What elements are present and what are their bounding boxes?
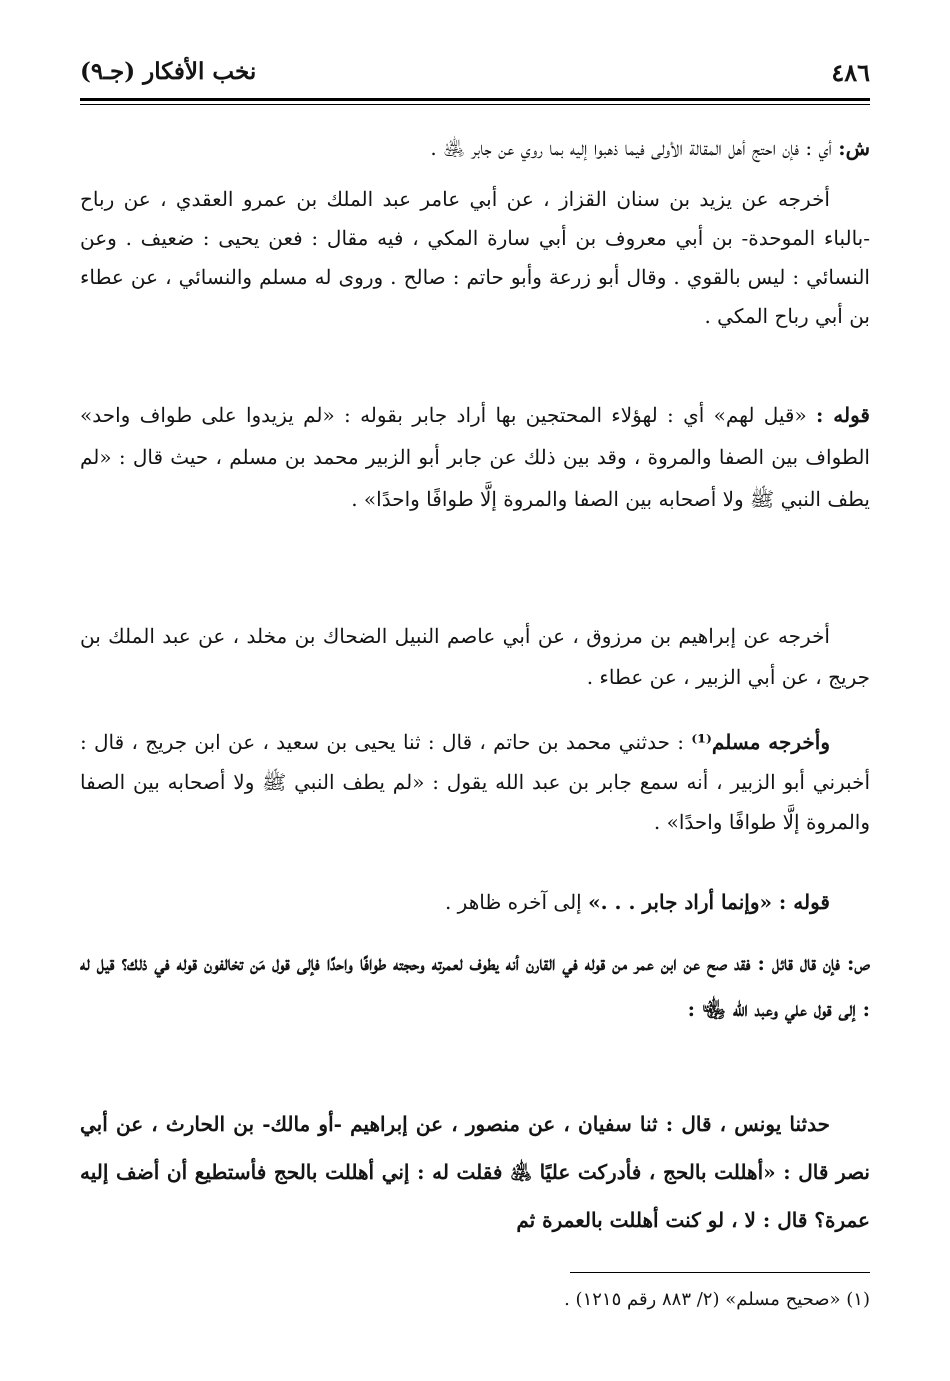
- paragraph-7: [80, 940, 870, 1032]
- paragraph-1: [80, 128, 870, 168]
- paragraph-text: ص: فإن قال قائل : فقد صح عن ابن عمر من قوله في القارن أنه يطوف لعمرته وحجته طوافًا واحدًا فإلى قول مَن تخالفون قوله في ذلك؟ قيل له : إلى قول علي وعبد الله ﵄ :: [80, 951, 870, 1021]
- paragraph-text: : حدثني محمد بن حاتم ، قال : ثنا يحيى بن سعيد ، عن ابن جريج ، قال : أخبرني أبو الزبير ، أنه سمع جابر بن عبد الله يقول : «لم يطف النبي ﷺ ولا أصحابه بين الصفا والمروة إلَّا طوافًا واحدًا» .: [80, 730, 870, 834]
- page-header: [80, 56, 870, 96]
- paragraph-3: [80, 394, 870, 520]
- header-rule-thin: [80, 104, 870, 105]
- paragraph-2: [80, 180, 870, 336]
- paragraph-text: إلى آخره ظاهر .: [444, 890, 589, 914]
- paragraph-text: حدثنا يونس ، قال : ثنا سفيان ، عن منصور ، عن إبراهيم -أو مالك- بن الحارث ، عن أبي نصر قال : «أهللت بالحج ، فأدركت عليًا ﵁ فقلت له : إني أهللت بالحج فأستطيع أن أضف إليه عمرة؟ قال : لا ، لو كنت أهللت بالعمرة ثم: [80, 1112, 870, 1232]
- paragraph-text: أخرجه عن يزيد بن سنان القزاز ، عن أبي عامر عبد الملك بن عمرو العقدي ، عن رباح -بالباء الموحدة- بن أبي معروف بن أبي سارة المكي ، فيه مقال : فعن يحيى : ضعيف . وعن النسائي : ليس بالقوي . وقال أبو زرعة وأبو حاتم : صالح . وروى له مسلم والنسائي ، عن عطاء بن أبي رباح المكي .: [80, 187, 870, 328]
- paragraph-8: [80, 1100, 870, 1244]
- paragraph-lead: وأخرجه مسلم⁽¹⁾: [691, 730, 830, 754]
- page-number: ٤٨٦: [831, 58, 870, 87]
- footnote-rule: [570, 1272, 870, 1273]
- paragraph-lead: قوله : «وإنما أراد جابر . . .»: [588, 890, 830, 914]
- paragraph-lead: قوله :: [816, 403, 870, 427]
- paragraph-lead: ش:: [838, 136, 870, 160]
- paragraph-6: [80, 882, 870, 922]
- paragraph-4: [80, 616, 870, 698]
- footnote: (١) «صحيح مسلم» (٢/ ٨٨٣ رقم ١٢١٥) .: [564, 1289, 870, 1310]
- paragraph-text: أي : فإن احتج أهل المقالة الأولى فيما ذهبوا إليه بما روي عن جابر ﵁ .: [430, 136, 839, 160]
- paragraph-5: [80, 722, 870, 842]
- header-rule-thick: [80, 98, 870, 101]
- paragraph-text: أخرجه عن إبراهيم بن مرزوق ، عن أبي عاصم النبيل الضحاك بن مخلد ، عن عبد الملك بن جريج ، عن أبي الزبير ، عن عطاء .: [80, 624, 870, 689]
- paragraph-text: «قيل لهم» أي : لهؤلاء المحتجين بها أراد جابر بقوله : «لم يزيدوا على طواف واحد» الطواف بين الصفا والمروة ، وقد بين ذلك عن جابر أبو الزبير محمد بن مسلم ، حيث قال : «لم يطف النبي ﷺ ولا أصحابه بين الصفا والمروة إلَّا طوافًا واحدًا» .: [80, 403, 870, 511]
- running-title: نخب الأفكار (جـ٩): [80, 58, 257, 85]
